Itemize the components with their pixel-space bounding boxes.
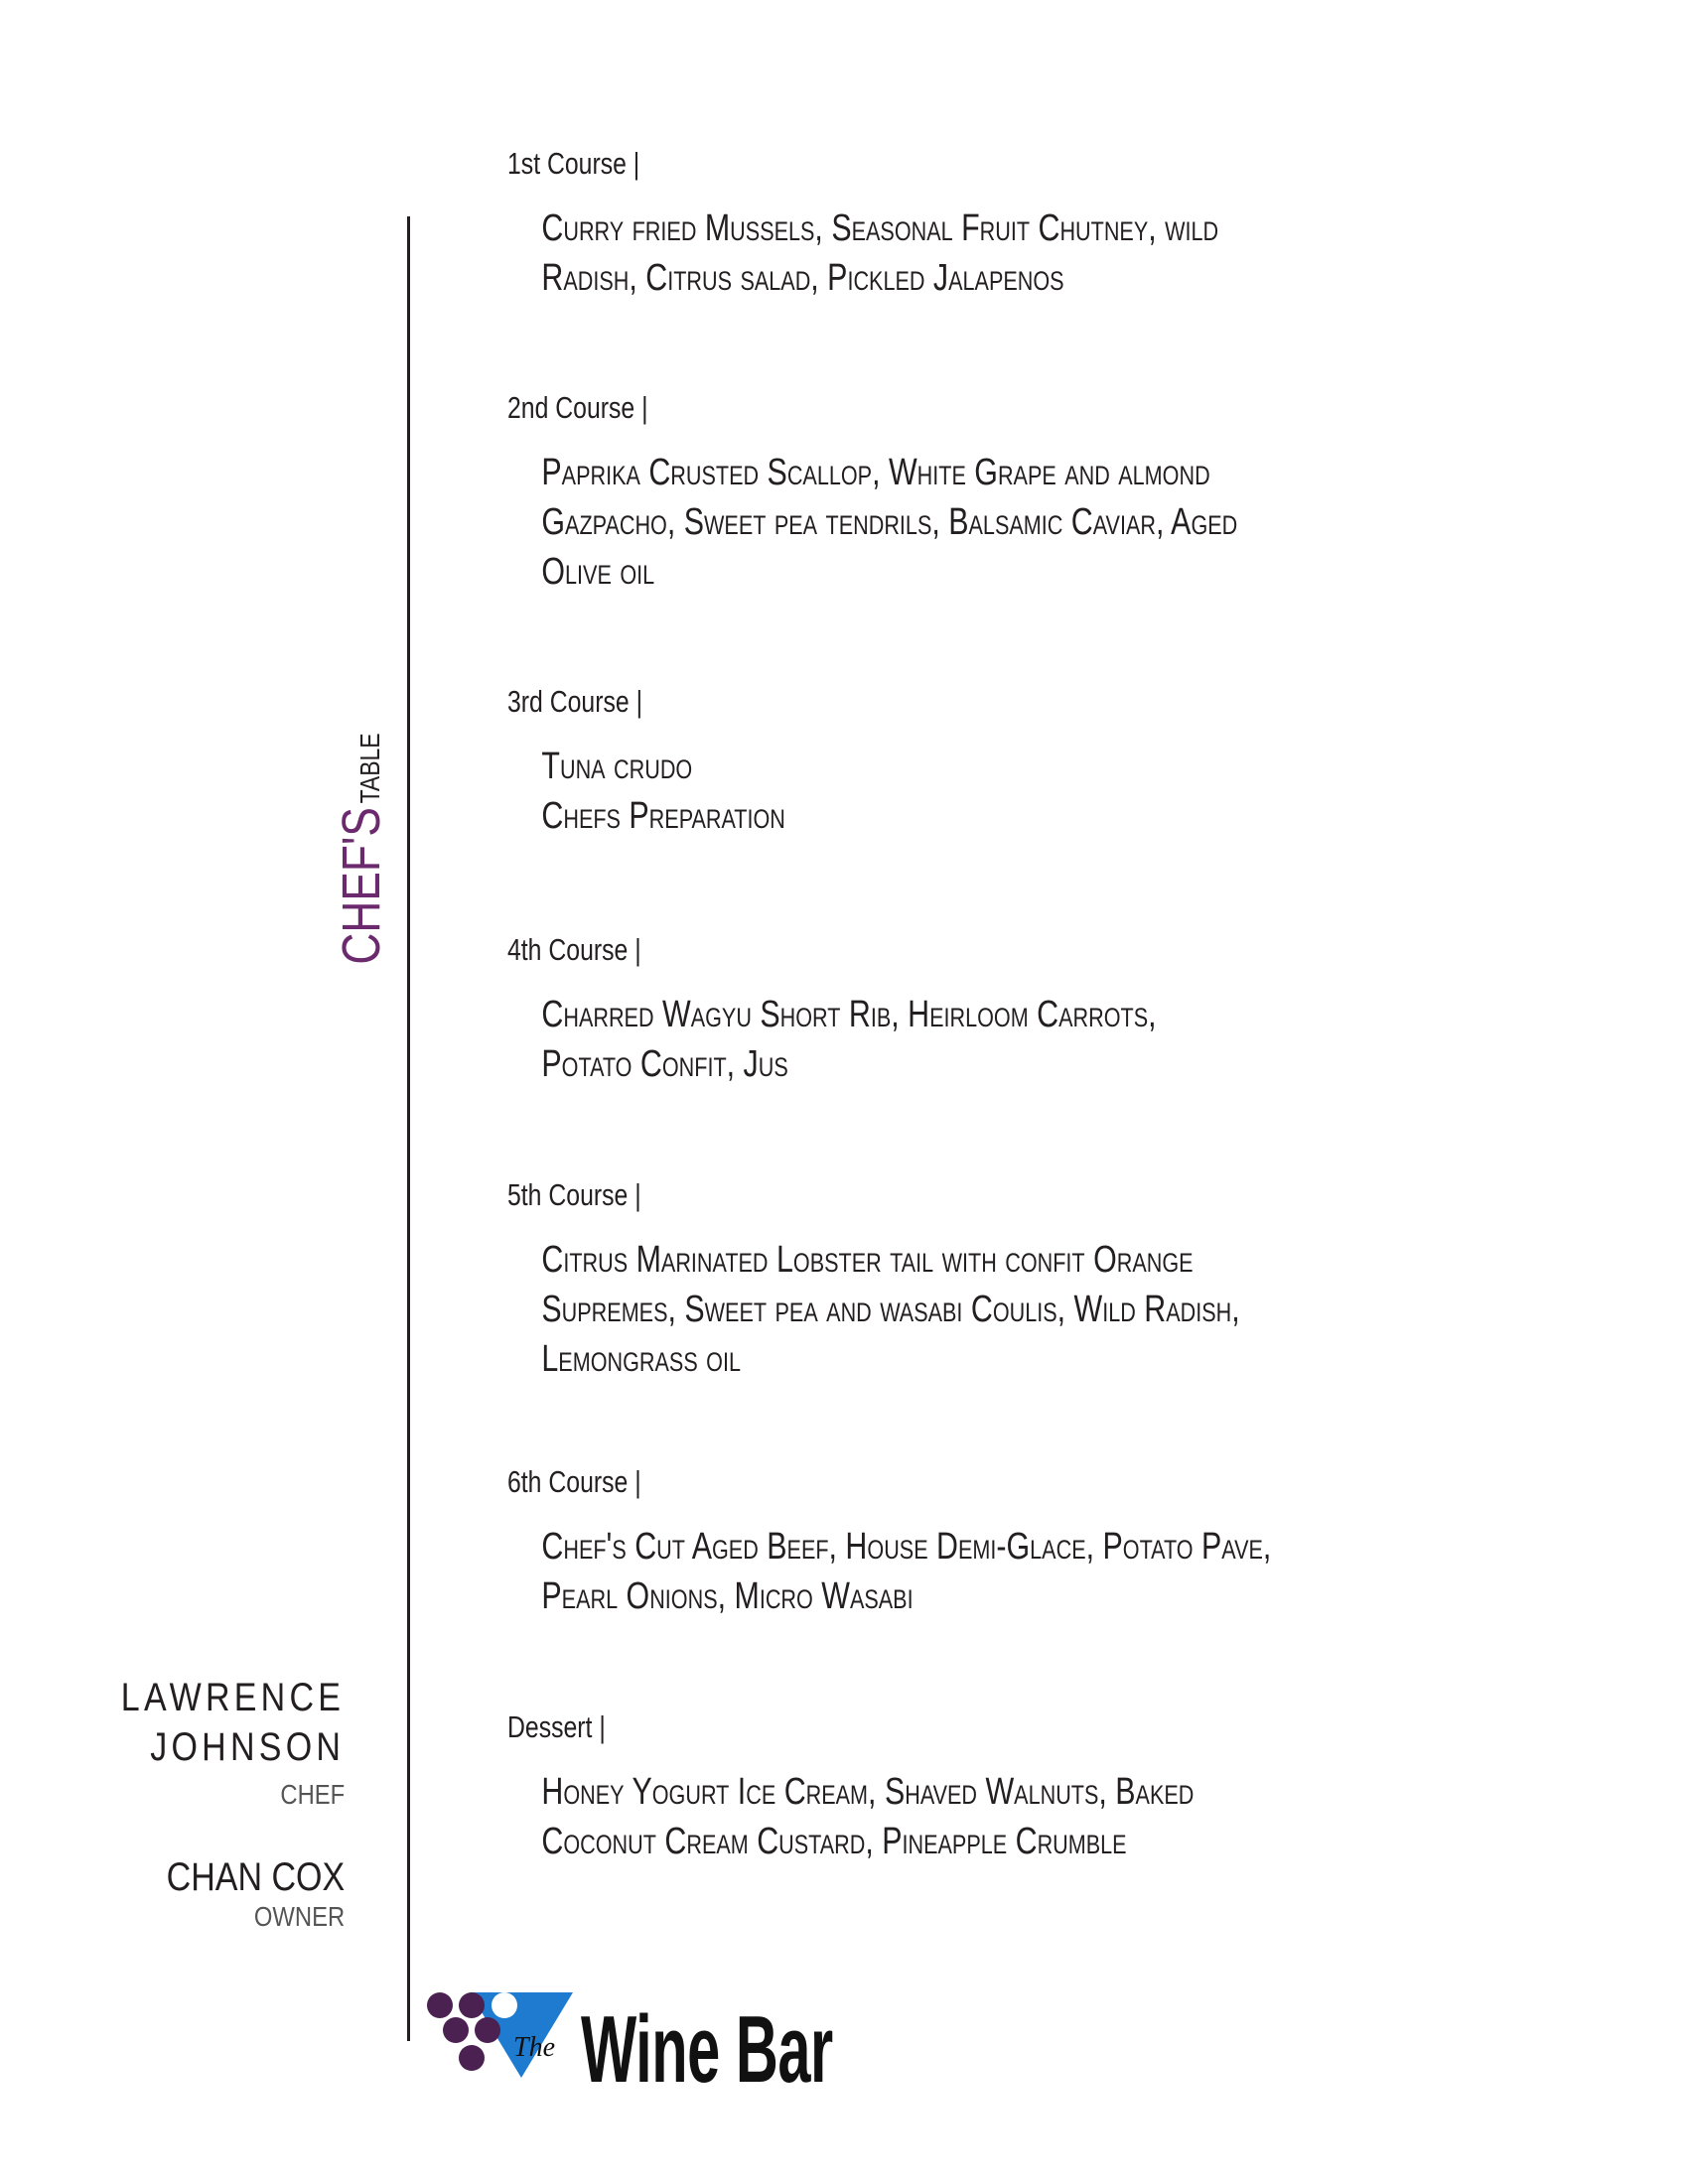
description-line: Tuna crudo [541, 746, 693, 787]
course-3 [507, 684, 785, 841]
description-line: Pearl Onions, Micro Wasabi [541, 1575, 914, 1617]
chef-name-line1: LAWRENCE [120, 1676, 345, 1719]
course-label: 2nd Course | [507, 390, 648, 425]
course-5 [507, 1177, 1240, 1384]
owner-role: OWNER [253, 1901, 345, 1932]
course-1 [507, 146, 1218, 303]
logo-white-grape [492, 1992, 517, 2018]
owner-credit [167, 1854, 345, 1934]
description-line: Potato Confit, Jus [541, 1043, 788, 1085]
description-line: Coconut Cream Custard, Pineapple Crumble [541, 1821, 1127, 1862]
course-label: Dessert | [507, 1709, 606, 1744]
description-line: Radish, Citrus salad, Pickled Jalapenos [541, 257, 1064, 299]
description-line: Lemongrass oil [541, 1338, 741, 1380]
course-4 [507, 932, 1157, 1089]
title-sub: table [345, 733, 388, 804]
logo-name: Wine Bar [581, 1995, 834, 2090]
course-description [541, 990, 1156, 1089]
description-line: Supremes, Sweet pea and wasabi Coulis, Wild Radish, [541, 1289, 1240, 1330]
course-description [541, 448, 1237, 597]
course-label: 1st Course | [507, 146, 640, 181]
course-label: 6th Course | [507, 1464, 641, 1499]
course-description [541, 742, 785, 841]
course-2 [507, 390, 1237, 597]
description-line: Olive oil [541, 551, 655, 593]
description-line: Gazpacho, Sweet pea tendrils, Balsamic Caviar, Aged [541, 501, 1238, 543]
title-main: CHEF'S [332, 807, 391, 965]
chef-credit [121, 1673, 345, 1812]
course-description [541, 1767, 1194, 1866]
course-label: 3rd Course | [507, 684, 643, 719]
description-line: Chef's Cut Aged Beef, House Demi-Glace, Potato Pave, [541, 1526, 1272, 1568]
course-description [541, 1522, 1271, 1621]
description-line: Curry fried Mussels, Seasonal Fruit Chutney, wild [541, 207, 1219, 249]
divider-line [407, 216, 410, 2041]
course-label: 4th Course | [507, 932, 641, 967]
course-description [541, 204, 1218, 303]
course-description [541, 1235, 1239, 1384]
description-line: Paprika Crusted Scallop, White Grape and almond [541, 452, 1210, 493]
course-6 [507, 1464, 1271, 1621]
owner-name: CHAN COX [166, 1855, 345, 1899]
wine-bar-logo [422, 1990, 839, 2090]
course-label: 5th Course | [507, 1177, 641, 1212]
chef-role: CHEF [280, 1779, 345, 1810]
description-line: Chefs Preparation [541, 795, 785, 837]
course-7 [507, 1709, 1194, 1866]
logo-the: The [513, 2032, 555, 2063]
description-line: Honey Yogurt Ice Cream, Shaved Walnuts, Baked [541, 1771, 1195, 1813]
chef-name-line2: JOHNSON [150, 1725, 345, 1769]
description-line: Citrus Marinated Lobster tail with confit Orange [541, 1239, 1194, 1281]
description-line: Charred Wagyu Short Rib, Heirloom Carrots, [541, 994, 1157, 1035]
